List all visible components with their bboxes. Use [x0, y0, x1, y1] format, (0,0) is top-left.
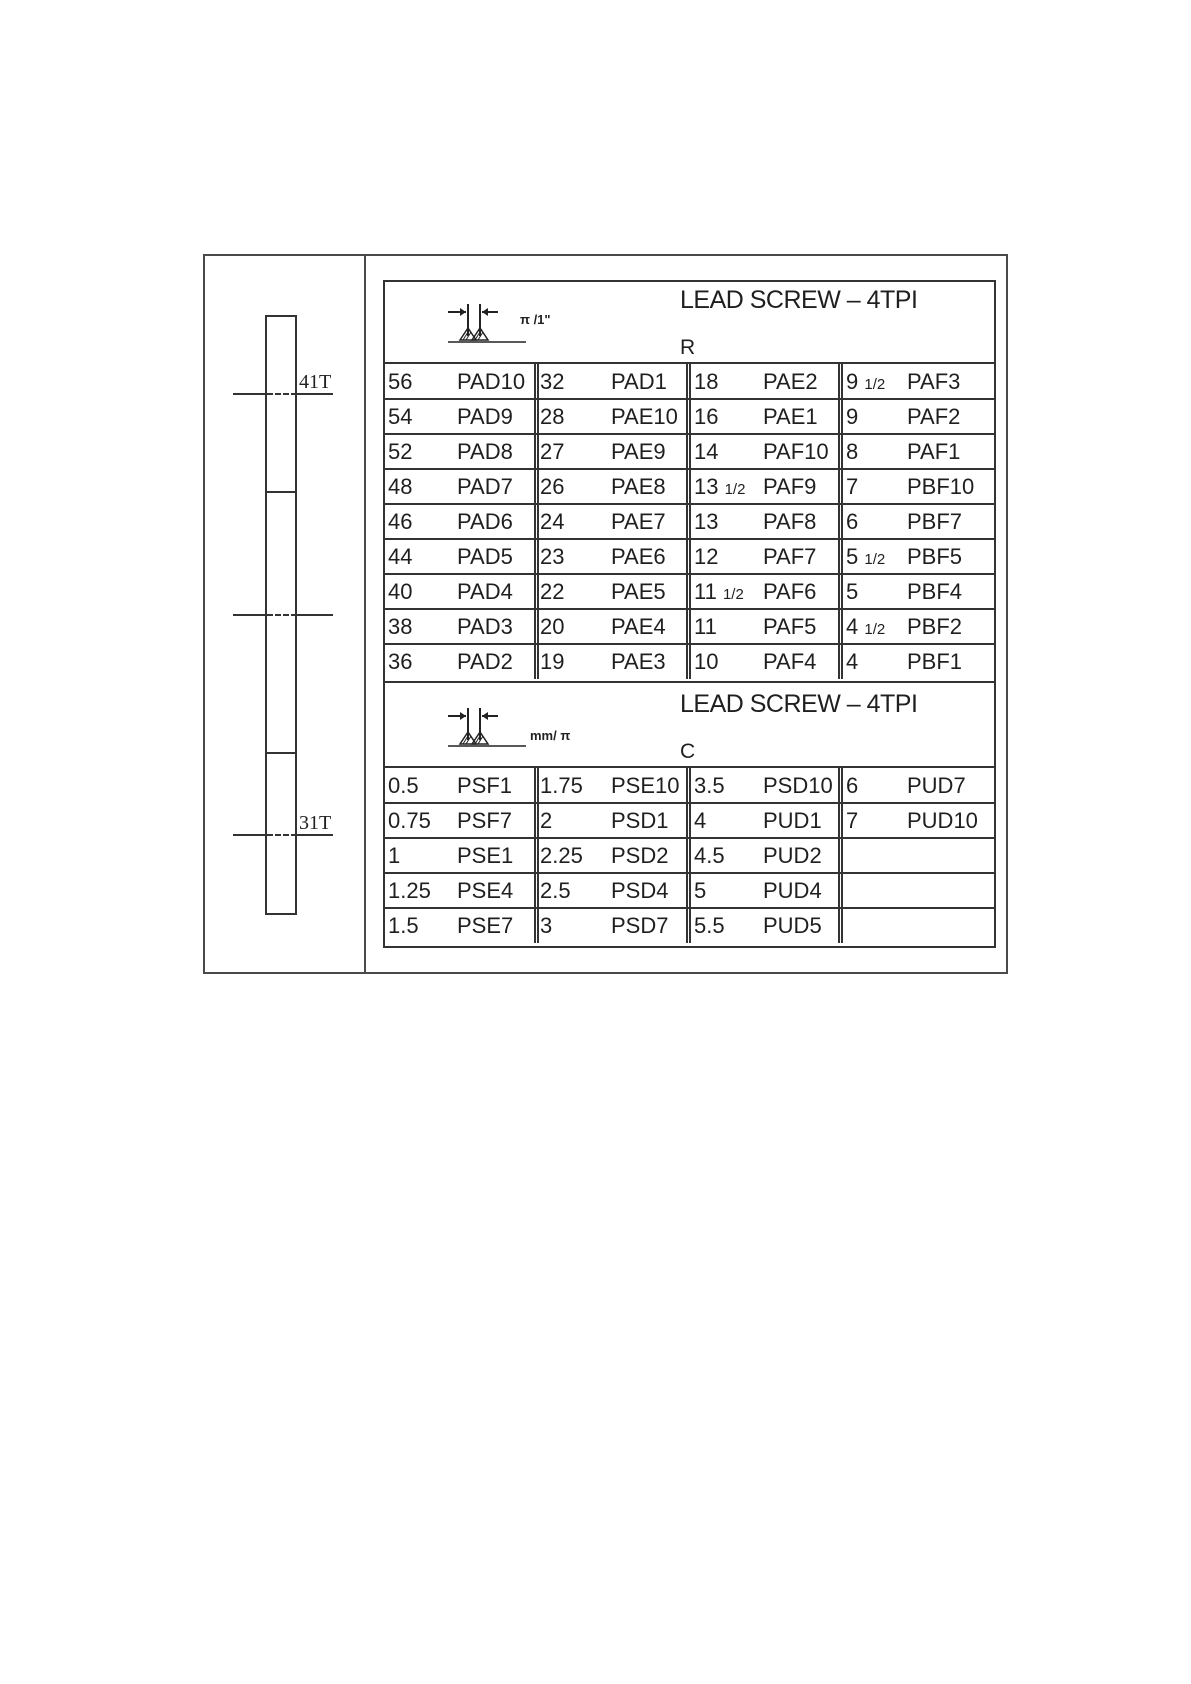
lever-code: PAE8 — [611, 474, 666, 499]
lever-code: PAD9 — [457, 404, 513, 429]
imperial-cell — [537, 644, 687, 679]
imperial-cell — [537, 504, 687, 539]
imperial-cell — [537, 574, 687, 609]
pitch-value: 5.5 — [694, 913, 725, 938]
imperial-cell — [843, 399, 994, 434]
lever-code: PAF8 — [763, 509, 817, 534]
pitch-value: 16 — [694, 404, 719, 429]
plate-divider — [364, 254, 366, 974]
pitch-value: 14 — [694, 439, 719, 464]
strip-divider — [265, 491, 297, 493]
pitch-value: 23 — [540, 544, 565, 569]
metric-cell — [843, 908, 994, 943]
lever-code: PBF1 — [907, 649, 963, 674]
pitch-value: 56 — [388, 369, 413, 394]
lever-code: PAF1 — [907, 439, 961, 464]
imperial-cell — [537, 469, 687, 504]
imperial-cell — [385, 364, 535, 399]
pitch-value: 4 — [846, 649, 859, 674]
pitch-value: 13 — [694, 509, 719, 534]
imperial-cell — [691, 469, 841, 504]
pitch-value: 38 — [388, 614, 413, 639]
imperial-cell — [843, 539, 994, 574]
metric-cell — [843, 838, 994, 873]
pitch-value: 6 — [846, 773, 859, 798]
imperial-cell — [691, 364, 841, 399]
pitch-value: 54 — [388, 404, 413, 429]
pitch-value: 4 1/2 — [846, 614, 886, 639]
pitch-value: 3 — [540, 913, 553, 938]
lever-code: PAF9 — [763, 474, 817, 499]
imperial-cell — [537, 399, 687, 434]
column-divider — [686, 364, 691, 679]
pitch-value: 3.5 — [694, 773, 725, 798]
imperial-cell — [691, 609, 841, 644]
pitch-value: 4.5 — [694, 843, 725, 868]
imperial-cell — [843, 364, 994, 399]
column-divider — [534, 364, 539, 679]
pitch-value: 13 1/2 — [694, 474, 746, 499]
metric-mode: C — [680, 740, 696, 763]
thread-pitch-icon — [446, 704, 536, 754]
lever-code: PUD5 — [763, 913, 822, 938]
metric-cell — [691, 908, 841, 943]
lever-code: PUD10 — [907, 808, 978, 833]
lever-code: PAF10 — [763, 439, 829, 464]
imperial-cell — [691, 434, 841, 469]
imperial-cell — [843, 644, 994, 679]
pitch-value: 4 — [694, 808, 707, 833]
lever-code: PAD8 — [457, 439, 513, 464]
pitch-value: 28 — [540, 404, 565, 429]
pitch-value: 46 — [388, 509, 413, 534]
pitch-value: 32 — [540, 369, 565, 394]
pitch-value: 9 1/2 — [846, 369, 886, 394]
imperial-cell — [385, 504, 535, 539]
imperial-cell — [385, 469, 535, 504]
column-divider — [838, 768, 843, 943]
lever-code: PUD1 — [763, 808, 822, 833]
lever-code: PAD5 — [457, 544, 513, 569]
imperial-cell — [385, 539, 535, 574]
imperial-cell — [691, 644, 841, 679]
pitch-value: 19 — [540, 649, 565, 674]
pitch-value: 0.5 — [388, 773, 419, 798]
lever-code: PSE7 — [457, 913, 514, 938]
pitch-value: 1.5 — [388, 913, 419, 938]
pitch-value: 22 — [540, 579, 565, 604]
imperial-cell — [385, 434, 535, 469]
imperial-cell — [691, 574, 841, 609]
metric-cell — [537, 768, 687, 803]
imperial-grid — [385, 364, 994, 679]
metric-cell — [537, 838, 687, 873]
lever-code: PAF6 — [763, 579, 817, 604]
pitch-value: 24 — [540, 509, 565, 534]
imperial-cell — [691, 504, 841, 539]
lever-code: PAE2 — [763, 369, 818, 394]
lever-code: PSE1 — [457, 843, 514, 868]
lever-code: PSD10 — [763, 773, 833, 798]
imperial-cell — [843, 609, 994, 644]
pitch-value: 1.75 — [540, 773, 583, 798]
metric-cell — [537, 908, 687, 943]
column-divider — [534, 768, 539, 943]
lever-code: PBF5 — [907, 544, 963, 569]
metric-cell — [691, 873, 841, 908]
imperial-symbol-label: π /1" — [520, 312, 551, 327]
lever-code: PSE4 — [457, 878, 514, 903]
metric-grid — [385, 768, 994, 943]
lever-code: PBF2 — [907, 614, 963, 639]
gear-label-31t: 31T — [299, 812, 332, 834]
lever-code: PAE5 — [611, 579, 666, 604]
lever-code: PBF4 — [907, 579, 963, 604]
metric-title: LEAD SCREW – 4TPI — [680, 690, 918, 718]
imperial-cell — [843, 469, 994, 504]
lever-code: PBF7 — [907, 509, 963, 534]
metric-cell — [385, 768, 535, 803]
pitch-value: 20 — [540, 614, 565, 639]
lever-code: PBF10 — [907, 474, 975, 499]
pitch-value: 2.25 — [540, 843, 583, 868]
imperial-cell — [843, 574, 994, 609]
lever-code: PAF2 — [907, 404, 961, 429]
metric-cell — [537, 873, 687, 908]
lever-code: PSD4 — [611, 878, 669, 903]
pitch-value: 1.25 — [388, 878, 431, 903]
metric-cell — [843, 768, 994, 803]
lever-code: PAF7 — [763, 544, 817, 569]
lever-code: PAE1 — [763, 404, 818, 429]
pitch-value: 2 — [540, 808, 553, 833]
pitch-value: 6 — [846, 509, 859, 534]
metric-cell — [691, 768, 841, 803]
lever-code: PSD1 — [611, 808, 669, 833]
lever-code: PSF7 — [457, 808, 513, 833]
pitch-value: 1 — [388, 843, 401, 868]
metric-cell — [537, 803, 687, 838]
lever-code: PAD7 — [457, 474, 513, 499]
metric-cell — [385, 908, 535, 943]
lever-code: PAE3 — [611, 649, 666, 674]
gear-tick-middle — [233, 614, 333, 616]
pitch-value: 9 — [846, 404, 859, 429]
pitch-value: 10 — [694, 649, 719, 674]
pitch-value: 18 — [694, 369, 719, 394]
pitch-value: 11 — [694, 614, 717, 639]
imperial-cell — [385, 609, 535, 644]
pitch-value: 7 — [846, 808, 859, 833]
lever-code: PAD6 — [457, 509, 513, 534]
lever-code: PAD10 — [457, 369, 526, 394]
strip-divider — [265, 752, 297, 754]
pitch-value: 12 — [694, 544, 719, 569]
pitch-value: 36 — [388, 649, 413, 674]
imperial-cell — [843, 504, 994, 539]
lever-code: PAD3 — [457, 614, 513, 639]
pitch-value: 7 — [846, 474, 859, 499]
lever-code: PAE6 — [611, 544, 666, 569]
metric-cell — [385, 838, 535, 873]
gear-label-41t: 41T — [299, 371, 332, 393]
imperial-cell — [691, 399, 841, 434]
lever-code: PSD2 — [611, 843, 669, 868]
lever-code: PUD2 — [763, 843, 822, 868]
lever-code: PSE10 — [611, 773, 680, 798]
imperial-cell — [385, 399, 535, 434]
imperial-cell — [691, 539, 841, 574]
metric-cell — [691, 803, 841, 838]
lever-code: PAD4 — [457, 579, 513, 604]
lever-code: PAD2 — [457, 649, 513, 674]
pitch-value: 48 — [388, 474, 413, 499]
lever-code: PAF3 — [907, 369, 961, 394]
lever-code: PUD4 — [763, 878, 822, 903]
pitch-value: 5 1/2 — [846, 544, 886, 569]
imperial-cell — [385, 644, 535, 679]
imperial-cell — [843, 434, 994, 469]
pitch-value: 44 — [388, 544, 413, 569]
metric-cell — [385, 803, 535, 838]
metric-cell — [385, 873, 535, 908]
pitch-value: 27 — [540, 439, 565, 464]
lever-code: PAF4 — [763, 649, 817, 674]
imperial-cell — [537, 539, 687, 574]
lever-code: PAE10 — [611, 404, 678, 429]
pitch-value: 5 — [694, 878, 707, 903]
column-divider — [686, 768, 691, 943]
pitch-value: 26 — [540, 474, 565, 499]
lever-code: PAF5 — [763, 614, 817, 639]
lever-code: PAE9 — [611, 439, 666, 464]
imperial-mode: R — [680, 336, 696, 359]
lever-code: PAD1 — [611, 369, 667, 394]
pitch-value: 11 1/2 — [694, 579, 744, 604]
metric-cell — [691, 838, 841, 873]
metric-cell — [843, 873, 994, 908]
lever-code: PUD7 — [907, 773, 966, 798]
lever-code: PAE7 — [611, 509, 666, 534]
column-divider — [838, 364, 843, 679]
pitch-value: 8 — [846, 439, 859, 464]
section-divider — [383, 681, 996, 683]
lever-code: PSD7 — [611, 913, 669, 938]
imperial-cell — [385, 574, 535, 609]
pitch-value: 5 — [846, 579, 859, 604]
imperial-title: LEAD SCREW – 4TPI — [680, 286, 918, 314]
pitch-value: 0.75 — [388, 808, 431, 833]
imperial-cell — [537, 434, 687, 469]
pitch-value: 52 — [388, 439, 413, 464]
pitch-value: 2.5 — [540, 878, 571, 903]
lever-code: PAE4 — [611, 614, 666, 639]
imperial-cell — [537, 609, 687, 644]
metric-cell — [843, 803, 994, 838]
lever-code: PSF1 — [457, 773, 513, 798]
pitch-value: 40 — [388, 579, 413, 604]
imperial-cell — [537, 364, 687, 399]
metric-symbol-label: mm/ π — [530, 728, 571, 743]
